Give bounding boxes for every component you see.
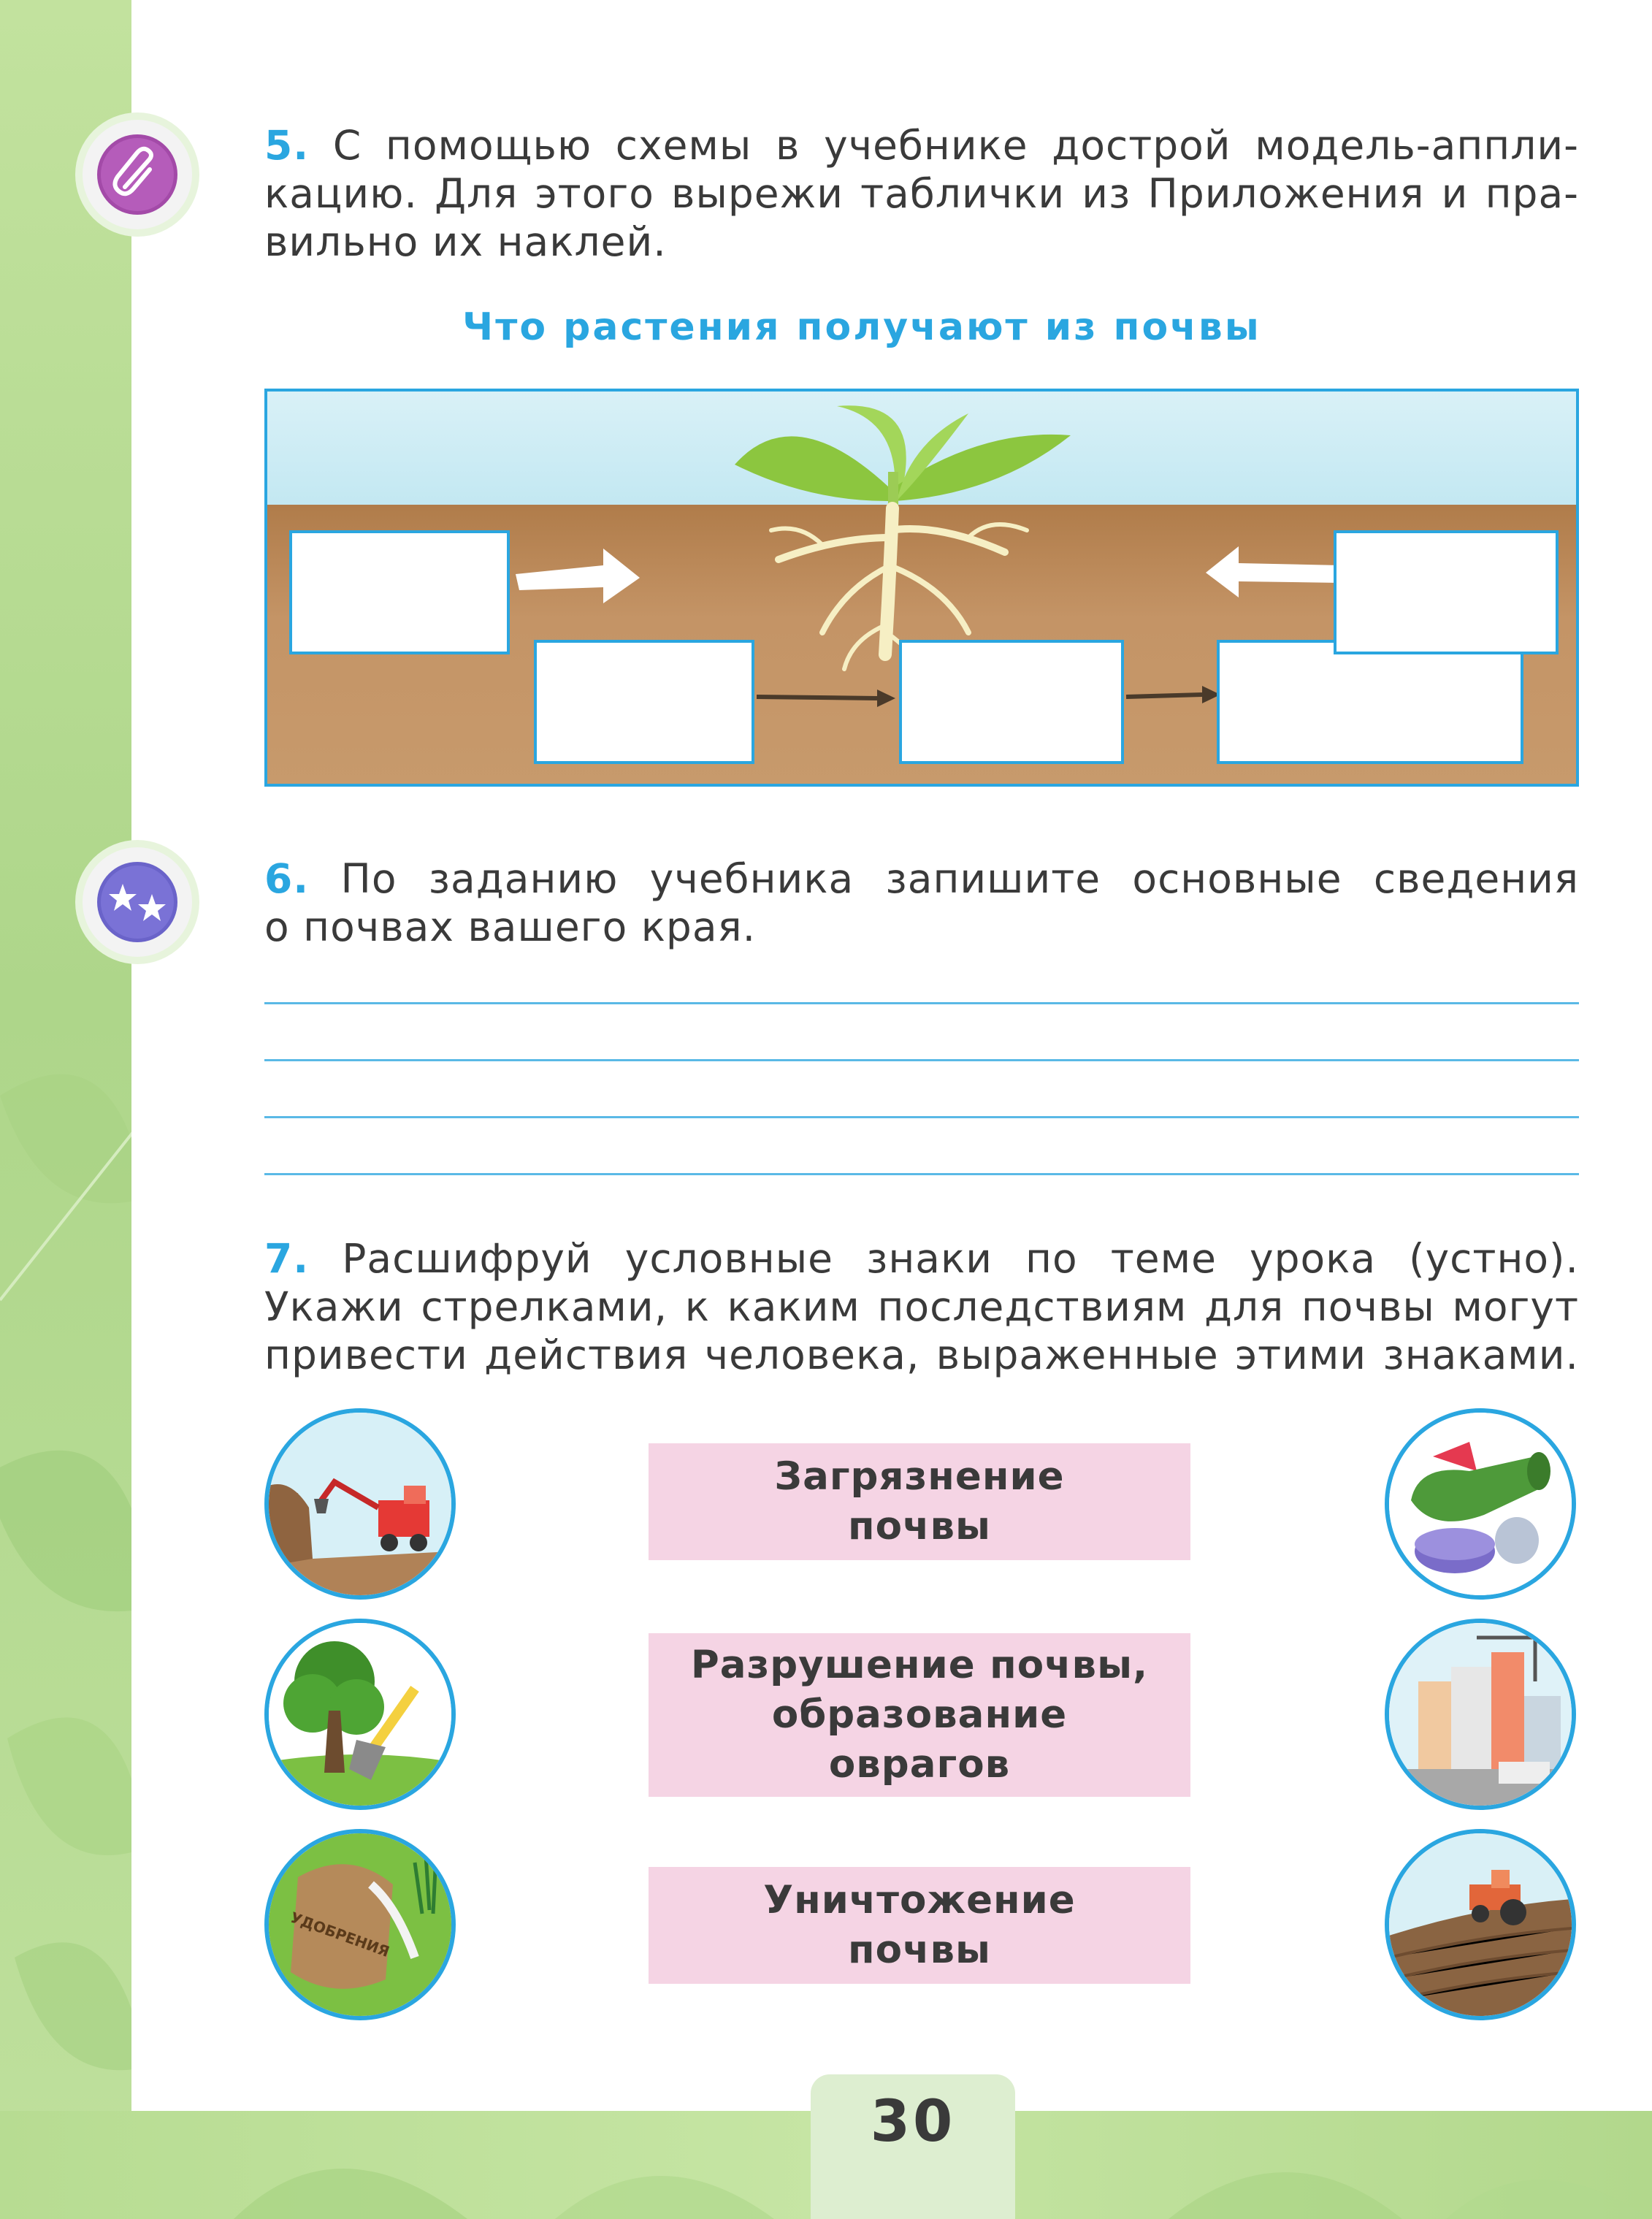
consequence-destruction-line2: почвы <box>848 1928 991 1972</box>
task7-line2: Укажи стрелками, к каким последствиям для почвы могут <box>264 1283 1579 1330</box>
stars-icon <box>97 862 177 942</box>
consequence-erosion[interactable] <box>649 1633 1190 1797</box>
consequence-destruction[interactable] <box>649 1867 1190 1984</box>
task6-line2: о почвах вашего края. <box>264 904 757 950</box>
task7-text <box>264 1234 1579 1379</box>
task6-line1: По заданию учебника запишите основные сведения <box>340 855 1580 902</box>
city-buildings-icon <box>1389 1623 1572 1806</box>
answer-line-4[interactable] <box>264 1173 1579 1175</box>
consequence-pollution-line1: Загрязнение <box>774 1454 1065 1499</box>
consequence-pollution-line2: почвы <box>848 1504 991 1548</box>
scheme-slot-5[interactable] <box>1334 530 1559 654</box>
fertilizer-sack-icon <box>269 1833 451 2016</box>
trash-bottle-can-icon <box>1389 1413 1572 1595</box>
task6-text <box>264 855 1579 951</box>
task6-number: 6. <box>264 855 310 902</box>
tree-axe-icon <box>269 1623 451 1806</box>
scheme-slot-2[interactable] <box>534 640 754 764</box>
task5-badge <box>83 120 192 229</box>
tractor-plowing-icon <box>1389 1833 1572 2016</box>
sign-fertilizer-circle[interactable] <box>264 1829 456 2020</box>
consequence-pollution[interactable] <box>649 1443 1190 1560</box>
plant-soil-scheme <box>264 389 1579 787</box>
task5-text <box>264 121 1579 266</box>
sign-city-circle[interactable] <box>1385 1619 1576 1810</box>
sack-label: УДОБРЕНИЯ <box>288 1908 392 1961</box>
page-number: 30 <box>870 2089 956 2155</box>
answer-line-3[interactable] <box>264 1116 1579 1118</box>
task5-line1: С помощью схемы в учебнике дострой модель-аппли- <box>332 122 1579 169</box>
scheme-slot-4[interactable] <box>1217 640 1523 764</box>
sign-excavator-circle[interactable] <box>264 1408 456 1600</box>
excavator-icon <box>269 1413 451 1595</box>
task7-line1: Расшифруй условные знаки по теме урока (устно). <box>342 1235 1579 1282</box>
task7-line3: привести действия человека, выраженные этими знаками. <box>264 1332 1579 1378</box>
consequence-destruction-line1: Уничтожение <box>763 1878 1076 1922</box>
task5-number: 5. <box>264 122 310 169</box>
consequence-erosion-line2: образование <box>771 1692 1068 1737</box>
task5-line2: кацию. Для этого вырежи таблички из Приложения и пра- <box>264 170 1579 217</box>
task7-number: 7. <box>264 1235 310 1282</box>
scheme-slot-3[interactable] <box>899 640 1124 764</box>
scheme-slot-1[interactable] <box>289 530 510 654</box>
consequence-erosion-line1: Разрушение почвы, <box>690 1643 1149 1687</box>
answer-line-2[interactable] <box>264 1059 1579 1061</box>
paperclip-icon <box>97 134 177 215</box>
answer-line-1[interactable] <box>264 1002 1579 1004</box>
leaf-decoration-icon <box>0 1008 146 2104</box>
scheme-title: Что растения получают из почвы <box>462 305 1261 349</box>
task5-line3: вильно их наклей. <box>264 218 667 265</box>
consequence-erosion-line3: оврагов <box>828 1742 1011 1787</box>
task6-badge <box>83 847 192 957</box>
sign-tree-axe-circle[interactable] <box>264 1619 456 1810</box>
sign-tractor-circle[interactable] <box>1385 1829 1576 2020</box>
sign-trash-circle[interactable] <box>1385 1408 1576 1600</box>
